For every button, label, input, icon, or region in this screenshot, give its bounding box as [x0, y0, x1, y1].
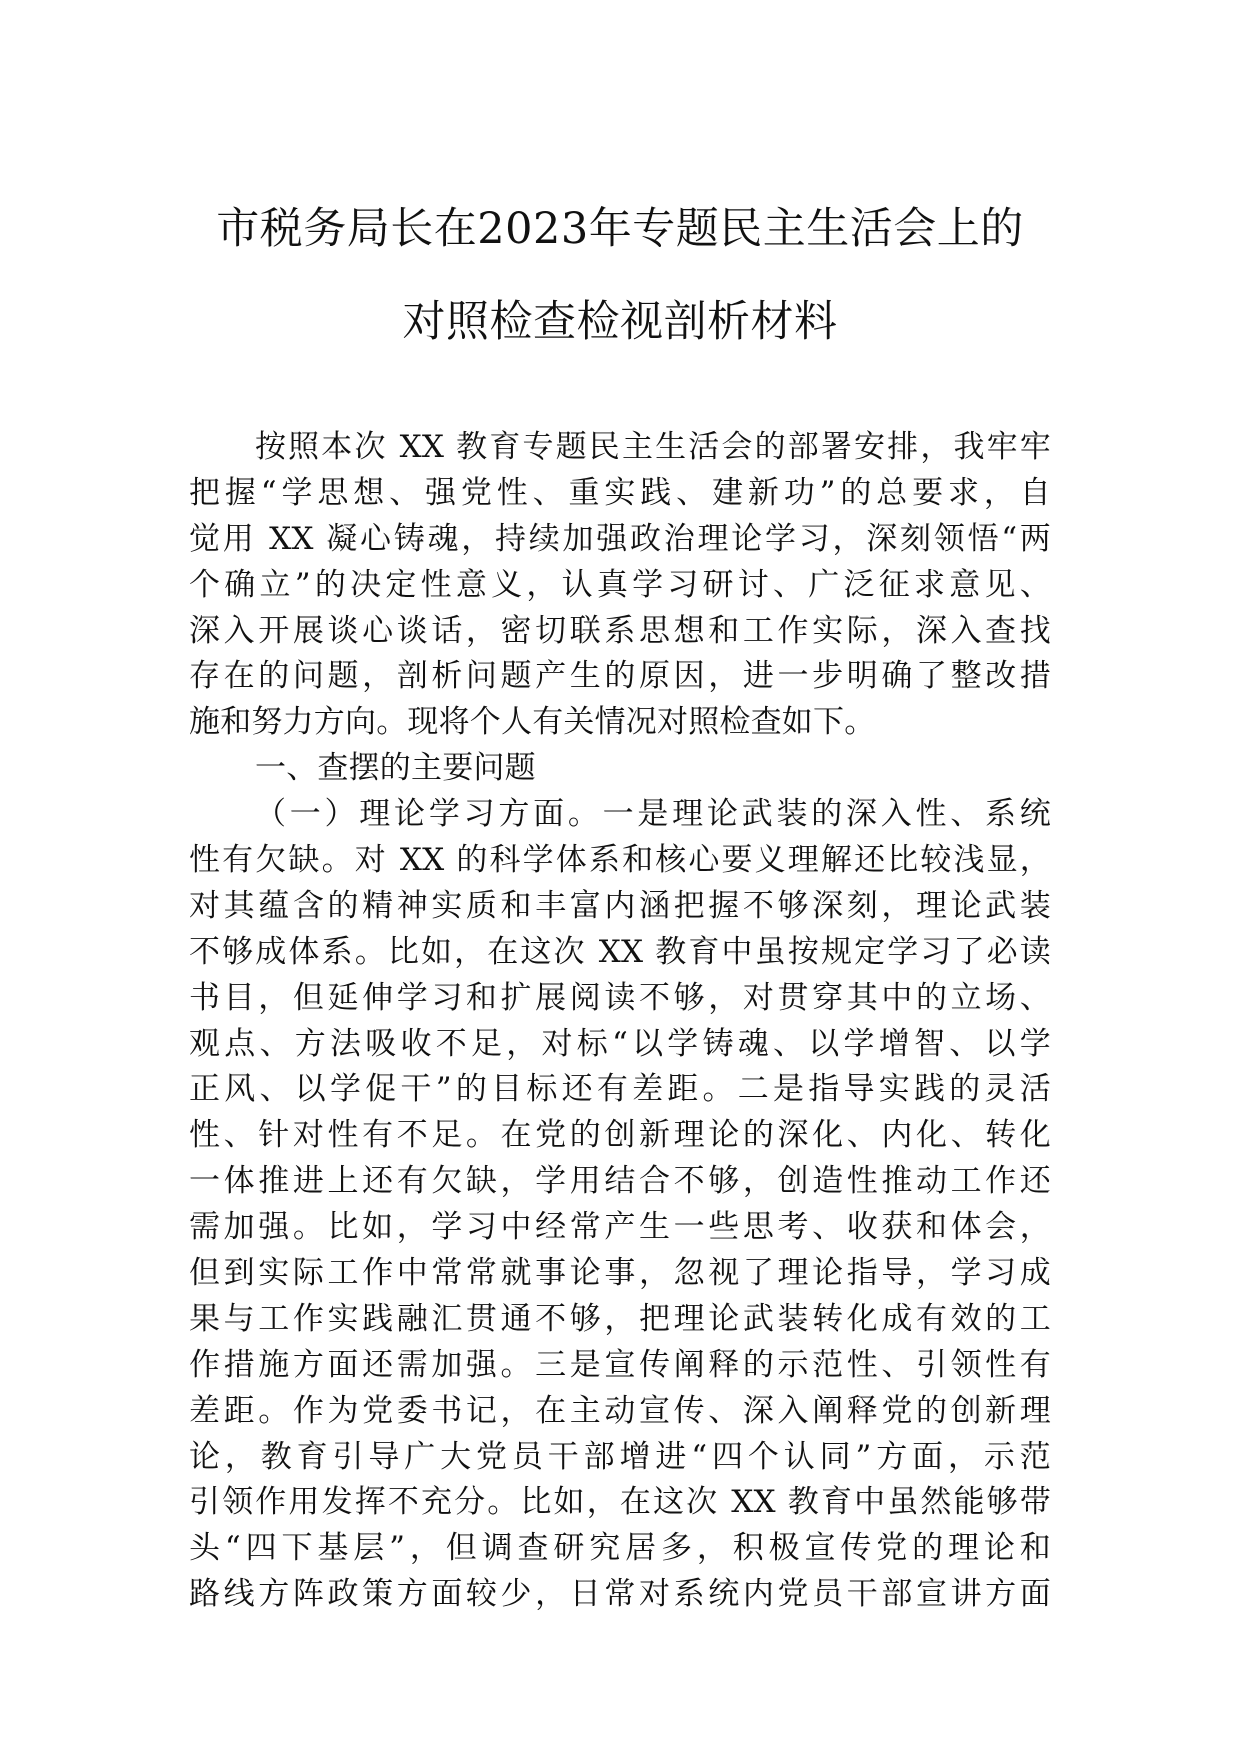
body-line-13: 书目，但延伸学习和扩展阅读不够，对贯穿其中的立场、	[189, 979, 1051, 1016]
body-line-5: 深入开展谈心谈话，密切联系思想和工作实际，深入查找	[189, 612, 1051, 649]
body-line-12: 不够成体系。比如，在这次 XX 教育中虽按规定学习了必读	[189, 933, 1051, 970]
body-line-17: 一体推进上还有欠缺，学用结合不够，创造性推动工作还	[189, 1163, 1051, 1200]
section-heading: 一、查摆的主要问题	[255, 750, 536, 787]
body-line-4: 个确立”的决定性意义，认真学习研讨、广泛征求意见、	[189, 566, 1051, 603]
body-line-9: （一）理论学习方面。一是理论武装的深入性、系统	[255, 796, 1051, 833]
body-line-22: 差距。作为党委书记，在主动宣传、深入阐释党的创新理	[189, 1392, 1051, 1429]
body-line-26: 路线方阵政策方面较少，日常对系统内党员干部宣讲方面	[189, 1576, 1051, 1613]
body-line-21: 作措施方面还需加强。三是宣传阐释的示范性、引领性有	[189, 1346, 1051, 1383]
body-line-24: 引领作用发挥不充分。比如，在这次 XX 教育中虽然能够带	[189, 1484, 1051, 1521]
document-body	[189, 425, 1051, 1618]
body-line-6: 存在的问题，剖析问题产生的原因，进一步明确了整改措	[189, 658, 1051, 695]
title-line-1: 市税务局长在2023年专题民主生活会上的	[216, 204, 1024, 254]
body-line-19: 但到实际工作中常常就事论事，忽视了理论指导，学习成	[189, 1255, 1051, 1292]
body-line-11: 对其蕴含的精神实质和丰富内涵把握不够深刻，理论武装	[189, 887, 1051, 924]
body-line-23: 论，教育引导广大党员干部增进“四个认同”方面，示范	[189, 1438, 1051, 1475]
body-line-25: 头“四下基层”，但调查研究居多，积极宣传党的理论和	[189, 1530, 1051, 1567]
body-line-3: 觉用 XX 凝心铸魂，持续加强政治理论学习，深刻领悟“两	[189, 520, 1051, 557]
document-title	[150, 183, 1090, 369]
body-line-18: 需加强。比如，学习中经常产生一些思考、收获和体会，	[189, 1209, 1051, 1246]
body-line-2: 把握“学思想、强党性、重实践、建新功”的总要求，自	[189, 474, 1051, 511]
body-line-20: 果与工作实践融汇贯通不够，把理论武装转化成有效的工	[189, 1300, 1051, 1337]
title-line-2: 对照检查检视剖析材料	[402, 297, 838, 347]
body-line-16: 性、针对性有不足。在党的创新理论的深化、内化、转化	[189, 1117, 1051, 1154]
body-line-1: 按照本次 XX 教育专题民主生活会的部署安排，我牢牢	[255, 429, 1051, 465]
body-line-15: 正风、以学促干”的目标还有差距。二是指导实践的灵活	[189, 1071, 1051, 1108]
body-line-7: 施和努力方向。现将个人有关情况对照检查如下。	[189, 704, 876, 741]
body-line-14: 观点、方法吸收不足，对标“以学铸魂、以学增智、以学	[189, 1025, 1051, 1062]
body-line-10: 性有欠缺。对 XX 的科学体系和核心要义理解还比较浅显，	[189, 842, 1051, 879]
